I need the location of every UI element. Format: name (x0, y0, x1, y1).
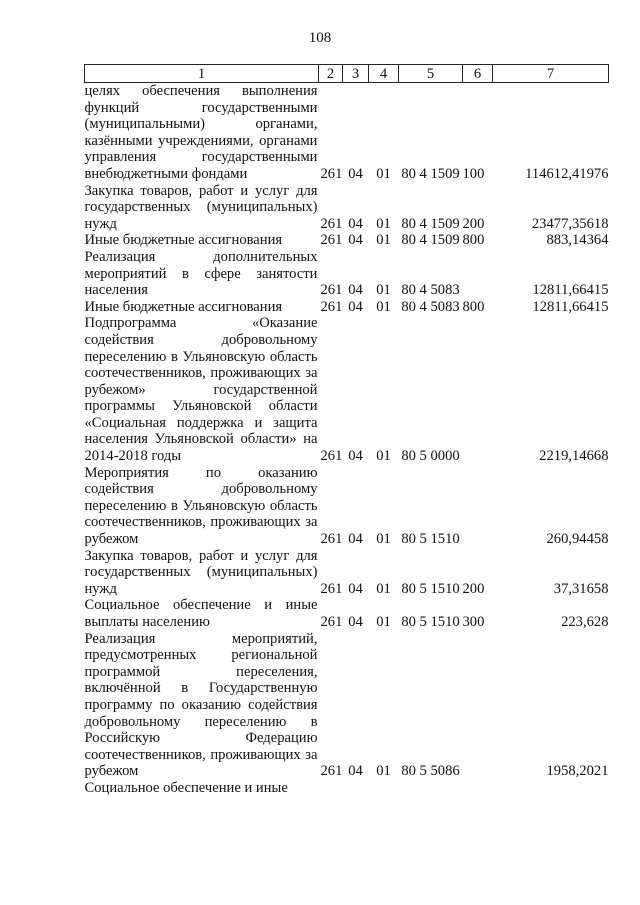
header-row (85, 65, 609, 83)
table-row (85, 183, 609, 233)
header-col-2: 2 (319, 65, 343, 83)
row-expense-type: 200 (462, 580, 485, 597)
row-amount: 883,14364 (546, 232, 609, 249)
header-col-1: 1 (85, 65, 319, 83)
row-target-article: 80 5 5086 (401, 763, 460, 780)
row-expense-type (463, 631, 493, 780)
row-section-code: 04 (348, 232, 363, 249)
header-col-6: 6 (463, 65, 493, 83)
table-row (85, 548, 609, 598)
row-amount: 223,628 (561, 614, 609, 630)
row-grbs-code: 261 (320, 763, 343, 780)
header-col-5: 5 (399, 65, 463, 83)
row-section-code: 04 (348, 580, 363, 597)
row-subsection-code: 01 (376, 531, 391, 548)
row-grbs-code: 261 (320, 298, 343, 315)
row-name: Иные бюджетные ассигнования (84, 298, 283, 315)
row-grbs-code: 261 (320, 614, 343, 630)
row-name: Социальное обеспечение и иные выплаты населению (84, 597, 318, 630)
row-target-article: 80 5 1510 (401, 580, 460, 597)
table-row (85, 83, 609, 183)
row-amount: 12811,66415 (532, 282, 609, 299)
row-amount (493, 780, 609, 797)
row-expense-type: 100 (462, 165, 485, 182)
table-row (85, 232, 609, 249)
row-target-article (399, 780, 463, 797)
row-target-article: 80 5 1510 (401, 531, 460, 548)
row-name: целях обеспечения выполнения функций государственными (муниципальными) органами, казёнными учреждениями, органами управления государственными внебюджетными фондами (84, 83, 318, 182)
row-grbs-code: 261 (320, 580, 343, 597)
row-amount: 1958,2021 (546, 763, 609, 780)
table-row (85, 299, 609, 316)
row-section-code: 04 (348, 215, 363, 232)
row-amount: 23477,35618 (531, 215, 609, 232)
table-row (85, 249, 609, 299)
table-row (85, 780, 609, 797)
row-section-code: 04 (348, 448, 363, 465)
row-subsection-code: 01 (376, 232, 391, 249)
row-section-code: 04 (348, 165, 363, 182)
row-subsection-code: 01 (376, 282, 391, 299)
row-expense-type: 800 (462, 232, 485, 249)
table-header (85, 65, 609, 83)
row-subsection-code: 01 (376, 165, 391, 182)
row-section-code: 04 (348, 531, 363, 548)
row-subsection-code (369, 780, 399, 797)
row-expense-type (463, 780, 493, 797)
row-section-code (343, 780, 369, 797)
row-grbs-code: 261 (320, 215, 343, 232)
row-name: Социальное обеспечение и иные (84, 779, 288, 796)
row-name: Закупка товаров, работ и услуг для государственных (муниципальных) нужд (84, 182, 318, 232)
row-name: Реализация мероприятий, предусмотренных региональной программой переселения, включённой в Государственную программу по оказанию содействия добровольному переселению в Российскую Федерацию соотечественников, проживающих за рубежом (84, 630, 318, 780)
header-col-3: 3 (343, 65, 369, 83)
row-grbs-code: 261 (320, 282, 343, 299)
table-row (85, 631, 609, 780)
row-amount: 2219,14668 (539, 448, 609, 465)
row-target-article: 80 5 1510 (401, 614, 460, 630)
row-section-code: 04 (348, 282, 363, 299)
table-row (85, 465, 609, 548)
row-subsection-code: 01 (376, 298, 391, 315)
table-row (85, 315, 609, 464)
row-expense-type (463, 315, 493, 464)
row-expense-type: 300 (462, 614, 485, 630)
row-subsection-code: 01 (376, 580, 391, 597)
page-number: 108 (308, 30, 332, 46)
row-amount: 37,31658 (553, 580, 609, 597)
row-section-code: 04 (348, 298, 363, 315)
row-grbs-code: 261 (320, 232, 343, 249)
row-name: Реализация дополнительных мероприятий в сфере занятости населения (84, 248, 318, 299)
row-target-article: 80 4 5083 (401, 298, 460, 315)
table-row (85, 597, 609, 630)
row-grbs-code: 261 (320, 531, 343, 548)
row-name: Закупка товаров, работ и услуг для государственных (муниципальных) нужд (84, 547, 318, 597)
row-expense-type (463, 465, 493, 548)
row-name: Иные бюджетные ассигнования (84, 232, 283, 249)
budget-table (84, 64, 609, 797)
row-name: Подпрограмма «Оказание содействия добровольному переселению в Ульяновскую область соотечественников, проживающих за рубежом» государственной программы Ульяновской области «Социальная поддержка и защита населения Ульяновской области» на 2014-2018 годы (84, 315, 318, 465)
row-grbs-code: 261 (320, 165, 343, 182)
row-section-code: 04 (348, 763, 363, 780)
row-subsection-code: 01 (376, 614, 391, 630)
row-amount: 260,94458 (546, 531, 609, 548)
row-grbs-code (319, 780, 343, 797)
row-section-code: 04 (348, 614, 363, 630)
row-subsection-code: 01 (376, 763, 391, 780)
row-target-article: 80 4 1509 (401, 232, 460, 249)
row-amount: 114612,41976 (525, 165, 609, 182)
row-grbs-code: 261 (320, 448, 343, 465)
row-name: Мероприятия по оказанию содействия добровольному переселению в Ульяновскую область соотечественников, проживающих за рубежом (84, 464, 318, 548)
row-subsection-code: 01 (376, 215, 391, 232)
header-col-4: 4 (369, 65, 399, 83)
row-expense-type: 800 (462, 298, 485, 315)
row-amount: 12811,66415 (532, 298, 609, 315)
row-expense-type (463, 249, 493, 299)
header-col-7: 7 (493, 65, 609, 83)
row-expense-type: 200 (462, 215, 485, 232)
row-target-article: 80 5 0000 (401, 448, 460, 465)
row-target-article: 80 4 1509 (401, 215, 460, 232)
row-target-article: 80 4 1509 (401, 165, 460, 182)
row-target-article: 80 4 5083 (401, 282, 460, 299)
row-subsection-code: 01 (376, 448, 391, 465)
table-body (85, 83, 609, 797)
